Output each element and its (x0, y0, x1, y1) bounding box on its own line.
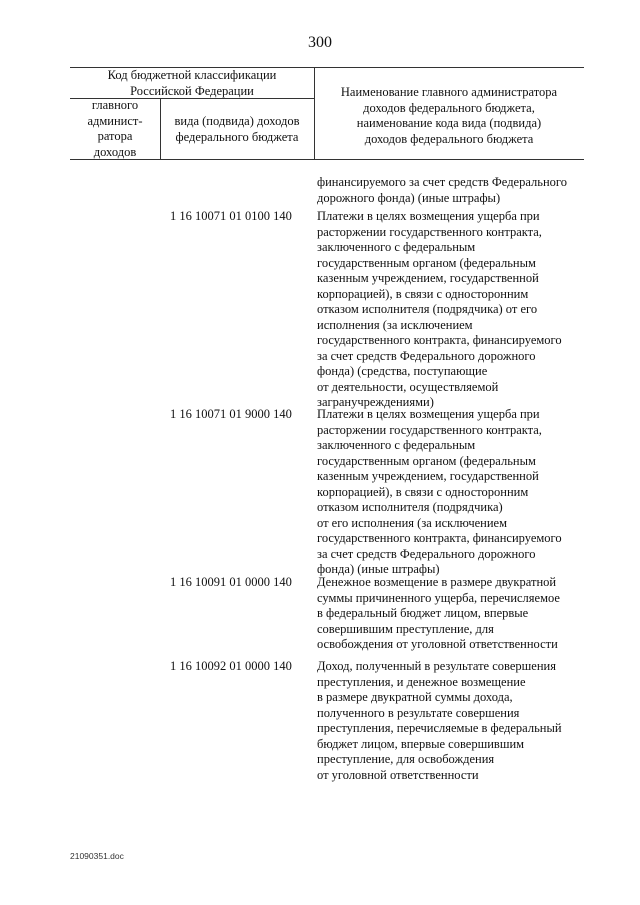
row-description (317, 209, 562, 411)
description-line: государственного контракта, финансируемого (317, 531, 562, 545)
description-line: государственным органом (федеральным (317, 255, 536, 270)
description-line: Денежное возмещение в размере двукратной (317, 575, 557, 589)
description-line: преступления, и денежное возмещение (317, 674, 526, 689)
description-line: суммы причиненного ущерба, перечисляемое (317, 590, 560, 605)
header-group-title (70, 68, 314, 99)
description-line: отказом исполнителя (подрядчика) от его (317, 302, 538, 316)
header-text-line: ратора (97, 129, 133, 143)
description-line: отказом исполнителя (подрядчика) (317, 500, 503, 514)
description-line: загранучреждениями) (317, 395, 434, 409)
row-description (317, 407, 562, 578)
description-line: дорожного фонда) (иные штрафы) (317, 190, 501, 205)
row-code: 1 16 10071 01 9000 140 (170, 407, 292, 421)
header-col-admin (70, 98, 160, 160)
row-code: 1 16 10092 01 0000 140 (170, 659, 292, 673)
description-line: казенным учреждением, государственной (317, 271, 539, 285)
header-text-line: Наименование главного администратора (340, 85, 558, 99)
row-code: 1 16 10091 01 0000 140 (170, 575, 292, 589)
description-line: заключенного с федеральным (317, 240, 476, 254)
description-line: Платежи в целях возмещения ущерба при (317, 407, 540, 421)
description-line: бюджет лицом, впервые совершившим (317, 736, 525, 751)
header-text-line: Код бюджетной классификации (107, 68, 277, 82)
description-line: фонда) (иные штрафы) (317, 562, 440, 576)
description-line: государственным органом (федеральным (317, 453, 536, 468)
header-text-line: админист- (87, 113, 143, 128)
header-text-line: вида (подвида) доходов (174, 114, 300, 128)
page-number: 300 (308, 34, 332, 51)
row-description (317, 575, 560, 653)
row-code: 1 16 10071 01 0100 140 (170, 209, 292, 223)
description-line: фонда) (средства, поступающие (317, 364, 488, 378)
description-line: государственного контракта, финансируемого (317, 333, 562, 347)
description-line: в федеральный бюджет лицом, впервые (317, 606, 529, 620)
header-col-name (314, 85, 584, 147)
description-line: заключенного с федеральным (317, 438, 476, 452)
description-line: корпорацией), в связи с односторонним (317, 286, 529, 301)
description-line: казенным учреждением, государственной (317, 469, 539, 483)
description-line: от его исполнения (за исключением (317, 515, 508, 530)
header-text-line: наименование кода вида (подвида) (356, 116, 542, 130)
description-line: в размере двукратной суммы дохода, (317, 690, 513, 704)
header-text-line: доходов (93, 144, 137, 159)
row-description (317, 175, 567, 206)
header-col-code (160, 114, 314, 145)
row-description (317, 659, 562, 783)
description-line: полученного в результате совершения (317, 705, 520, 720)
description-line: за счет средств Федерального дорожного (317, 348, 536, 363)
description-line: от уголовной ответственности (317, 767, 479, 782)
description-line: освобождения от уголовной ответственности (317, 637, 558, 651)
description-line: корпорацией), в связи с односторонним (317, 484, 529, 499)
description-line: совершившим преступление, для (317, 621, 494, 636)
description-line: Платежи в целях возмещения ущерба при (317, 209, 540, 223)
header-text-line: главного (91, 98, 139, 112)
description-line: преступления, перечисляемые в федеральный (317, 721, 562, 735)
description-line: расторжении государственного контракта, (317, 224, 542, 239)
header-text-line: федерального бюджета (175, 129, 299, 144)
header-text-line: Российской Федерации (130, 83, 254, 98)
footer-file-name: 21090351.doc (70, 851, 124, 861)
description-line: преступление, для освобождения (317, 752, 495, 766)
description-line: расторжении государственного контракта, (317, 422, 542, 437)
description-line: Доход, полученный в результате совершения (317, 659, 556, 673)
header-text-line: доходов федерального бюджета (364, 131, 534, 146)
header-text-line: доходов федерального бюджета, (363, 100, 535, 115)
description-line: финансируемого за счет средств Федерального (317, 175, 567, 189)
description-line: исполнения (за исключением (317, 317, 473, 332)
description-line: от деятельности, осуществляемой (317, 379, 499, 394)
description-line: за счет средств Федерального дорожного (317, 546, 536, 561)
